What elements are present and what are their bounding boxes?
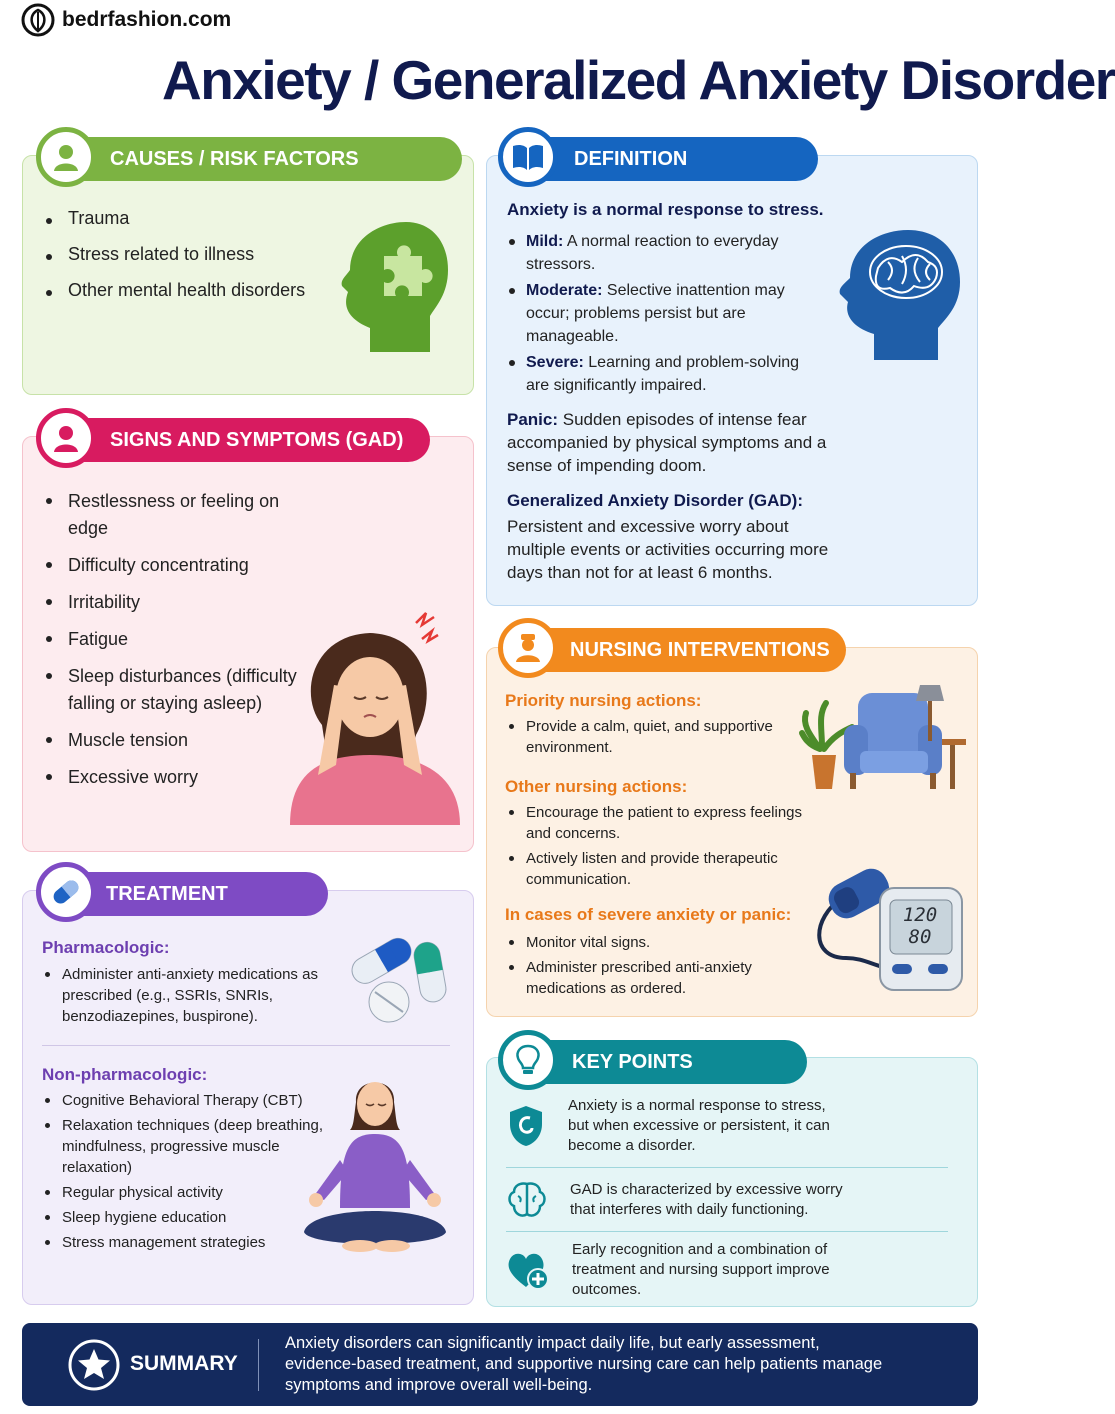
keypoint-divider bbox=[506, 1167, 948, 1168]
level-item bbox=[507, 230, 817, 276]
list-item: Stress related to illness bbox=[22, 244, 342, 265]
capsule-icon bbox=[49, 875, 83, 909]
pharm-list bbox=[40, 964, 330, 1031]
list-item: Excessive worry bbox=[22, 764, 322, 791]
list-item: Stress management strategies bbox=[40, 1232, 332, 1253]
gad-label: Generalized Anxiety Disorder (GAD): bbox=[507, 491, 803, 510]
list-item: Encourage the patient to express feelings and concerns. bbox=[504, 802, 814, 844]
leaf-globe-icon bbox=[20, 2, 56, 38]
pills-illustration bbox=[345, 930, 455, 1025]
keypoints-heading: KEY POINTS bbox=[572, 1050, 693, 1073]
list-item: Restlessness or feeling on edge bbox=[22, 488, 322, 542]
list-item: Sleep hygiene education bbox=[40, 1207, 332, 1228]
definition-intro: Anxiety is a normal response to stress. bbox=[507, 200, 824, 219]
book-icon bbox=[511, 142, 545, 172]
list-item: Relaxation techniques (deep breathing, mindfulness, progressive muscle relaxation) bbox=[40, 1115, 332, 1178]
heart-plus-icon bbox=[506, 1249, 550, 1291]
keypoints-list bbox=[486, 1057, 978, 1307]
list-item: Regular physical activity bbox=[40, 1182, 332, 1203]
other-list bbox=[504, 802, 814, 894]
brain-icon bbox=[506, 1180, 548, 1220]
treatment-heading: TREATMENT bbox=[106, 882, 228, 905]
level-text: Learning and problem-solving are significantly impaired. bbox=[526, 354, 800, 394]
keypoint-text: GAD is characterized by excessive worry that interferes with daily functioning. bbox=[570, 1181, 843, 1218]
list-item: Administer anti-anxiety medications as prescribed (e.g., SSRIs, SNRIs, benzodiazepines, buspirone). bbox=[40, 964, 330, 1027]
list-item: Cognitive Behavioral Therapy (CBT) bbox=[40, 1090, 332, 1111]
severe-title: In cases of severe anxiety or panic: bbox=[505, 905, 792, 924]
summary-banner bbox=[22, 1323, 978, 1406]
nonpharm-list bbox=[40, 1090, 332, 1257]
list-item: Other mental health disorders bbox=[22, 280, 342, 301]
severe-list bbox=[504, 932, 794, 1003]
keypoint-item bbox=[506, 1097, 946, 1155]
panic-label: Panic: bbox=[507, 410, 559, 429]
treatment-header bbox=[66, 872, 328, 916]
definition-heading: DEFINITION bbox=[574, 147, 688, 170]
definition-levels bbox=[507, 230, 817, 397]
nursing-header-icon bbox=[498, 618, 558, 678]
page-title: Anxiety / Generalized Anxiety Disorder bbox=[162, 49, 1115, 111]
list-item: Actively listen and provide therapeutic communication. bbox=[504, 848, 814, 890]
treatment-header-icon bbox=[36, 862, 96, 922]
definition-header-icon bbox=[498, 127, 558, 187]
head-brain-illustration bbox=[838, 228, 964, 360]
nonpharm-title: Non-pharmacologic: bbox=[42, 1065, 208, 1084]
list-item: Fatigue bbox=[22, 626, 322, 653]
summary-label: SUMMARY bbox=[130, 1352, 238, 1375]
keypoint-item bbox=[506, 1241, 946, 1299]
level-label: Moderate: bbox=[526, 282, 603, 299]
panic-paragraph bbox=[507, 408, 827, 477]
site-brand bbox=[20, 2, 231, 38]
bp-monitor-illustration bbox=[806, 858, 964, 992]
signs-heading: SIGNS AND SYMPTOMS (GAD) bbox=[110, 428, 404, 451]
definition-header bbox=[530, 137, 818, 181]
causes-header-icon bbox=[36, 127, 96, 187]
level-text: Selective inattention may occur; problems persist but are manageable. bbox=[526, 282, 785, 345]
keypoint-item bbox=[506, 1171, 946, 1229]
site-name: bedrfashion.com bbox=[62, 8, 232, 31]
star-icon bbox=[66, 1337, 122, 1393]
meditating-woman-illustration bbox=[300, 1068, 450, 1254]
list-item: Sleep disturbances (difficulty falling or staying asleep) bbox=[22, 663, 322, 717]
nursing-heading: NURSING INTERVENTIONS bbox=[570, 638, 830, 661]
keypoint-text: Anxiety is a normal response to stress, but when excessive or persistent, it can become a disorder. bbox=[568, 1097, 830, 1154]
keypoint-divider bbox=[506, 1231, 948, 1232]
signs-header bbox=[66, 418, 430, 462]
priority-title: Priority nursing actions: bbox=[505, 691, 702, 710]
level-text: A normal reaction to everyday stressors. bbox=[526, 233, 779, 273]
summary-text: Anxiety disorders can significantly impact daily life, but early assessment, evidence-based treatment, and supportive nursing care can help patients manage symptoms and improve overall well-being. bbox=[285, 1334, 883, 1394]
nursing-header bbox=[530, 628, 846, 672]
list-item: Trauma bbox=[22, 208, 342, 229]
person-icon bbox=[51, 142, 81, 172]
keypoint-text: Early recognition and a combination of treatment and nursing support improve outcomes. bbox=[572, 1241, 830, 1298]
list-item: Muscle tension bbox=[22, 727, 322, 754]
bp-diastolic: 80 bbox=[908, 926, 932, 948]
summary-divider bbox=[258, 1339, 259, 1391]
list-item: Difficulty concentrating bbox=[22, 552, 322, 579]
level-item bbox=[507, 279, 817, 348]
shield-icon bbox=[506, 1104, 546, 1148]
level-item bbox=[507, 351, 817, 397]
level-label: Mild: bbox=[526, 233, 564, 250]
list-item: Monitor vital signs. bbox=[504, 932, 794, 953]
stressed-woman-illustration bbox=[288, 605, 464, 825]
signs-list bbox=[22, 488, 322, 791]
bp-systolic: 120 bbox=[902, 904, 938, 926]
head-puzzle-illustration bbox=[340, 220, 450, 352]
signs-header-icon bbox=[36, 408, 96, 468]
causes-header bbox=[66, 137, 462, 181]
gad-text: Persistent and excessive worry about multiple events or activities occurring more days than not for at least 6 months. bbox=[507, 517, 829, 582]
treatment-divider bbox=[42, 1045, 450, 1046]
priority-list bbox=[504, 716, 794, 762]
list-item: Provide a calm, quiet, and supportive environment. bbox=[504, 716, 794, 758]
person-icon bbox=[51, 423, 81, 453]
other-title: Other nursing actions: bbox=[505, 777, 688, 796]
pharm-title: Pharmacologic: bbox=[42, 938, 170, 957]
panic-text: Sudden episodes of intense fear accompanied by physical symptoms and a sense of impending doom. bbox=[507, 410, 827, 475]
list-item: Administer prescribed anti-anxiety medications as ordered. bbox=[504, 957, 794, 999]
list-item: Irritability bbox=[22, 589, 322, 616]
level-label: Severe: bbox=[526, 354, 584, 371]
causes-heading: CAUSES / RISK FACTORS bbox=[110, 147, 359, 170]
causes-list bbox=[22, 208, 342, 301]
nurse-icon bbox=[513, 633, 543, 663]
armchair-plant-illustration bbox=[800, 685, 970, 797]
